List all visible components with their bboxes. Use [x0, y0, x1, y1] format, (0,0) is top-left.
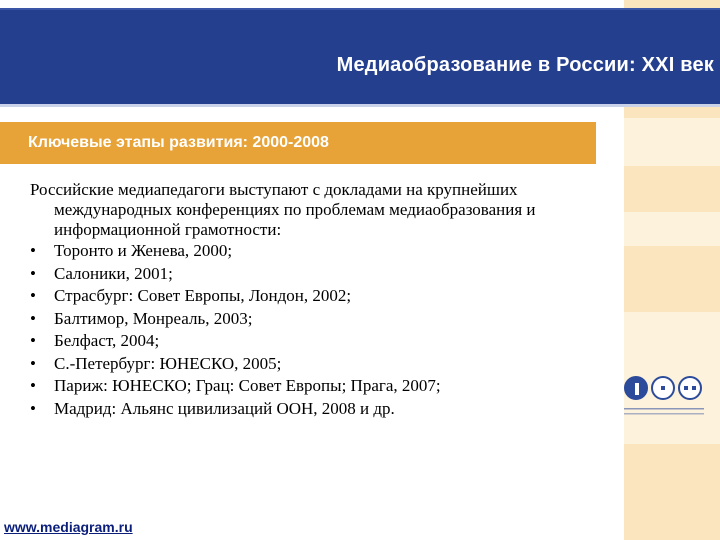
website-link[interactable]: www.mediagram.ru — [4, 519, 133, 535]
list-item-text: С.-Петербург: ЮНЕСКО, 2005; — [54, 353, 282, 373]
bullet-icon: • — [30, 263, 36, 283]
list-item — [30, 240, 610, 263]
decor-block — [624, 166, 720, 212]
list-item — [30, 353, 610, 376]
list-item-text: Белфаст, 2004; — [54, 331, 160, 350]
decor-block — [624, 246, 720, 312]
logo-circle — [678, 376, 702, 400]
list-item-text: Страсбург: Совет Европы, Лондон, 2002; — [54, 286, 352, 305]
bullet-icon: • — [30, 353, 36, 373]
bullet-icon: • — [30, 308, 36, 328]
list-item — [30, 285, 610, 308]
list-item-text: Мадрид: Альянс цивилизаций ООН, 2008 и др. — [54, 398, 395, 418]
list-item-text: Балтимор, Монреаль, 2003; — [54, 308, 253, 328]
bullet-icon: • — [30, 286, 36, 305]
list-item-text: Торонто и Женева, 2000; — [54, 241, 233, 260]
page-title: Медиаобразование в России: XXI век — [336, 54, 714, 76]
list-item-text: Париж: ЮНЕСКО; Грац: Совет Европы; Прага, 2007; — [54, 376, 441, 395]
subtitle-band — [0, 122, 596, 164]
ifap-logo-icon — [624, 374, 706, 432]
logo-circle — [651, 376, 675, 400]
section-subtitle: Ключевые этапы развития: 2000-2008 — [28, 134, 329, 151]
list-item — [30, 308, 610, 331]
list-item — [30, 330, 610, 353]
logo-circle-i — [624, 376, 648, 400]
bullet-icon: • — [30, 241, 36, 260]
list-item — [30, 263, 610, 286]
list-item-text: Салоники, 2001; — [54, 263, 173, 283]
header-line — [0, 8, 720, 10]
intro-paragraph: Российские медиапедагоги выступают с докладами на крупнейших международных конференциях по проблемам медиаобразования и информационной грамотности: — [30, 180, 536, 239]
decor-block — [624, 444, 720, 540]
header-band — [0, 8, 720, 107]
conference-list — [30, 240, 610, 420]
list-item — [30, 398, 610, 421]
bullet-icon: • — [30, 331, 36, 350]
logo-caption-graphic — [624, 406, 706, 423]
bullet-icon: • — [30, 376, 36, 395]
content-body — [30, 180, 610, 420]
bullet-icon: • — [30, 398, 36, 418]
list-item — [30, 375, 610, 398]
